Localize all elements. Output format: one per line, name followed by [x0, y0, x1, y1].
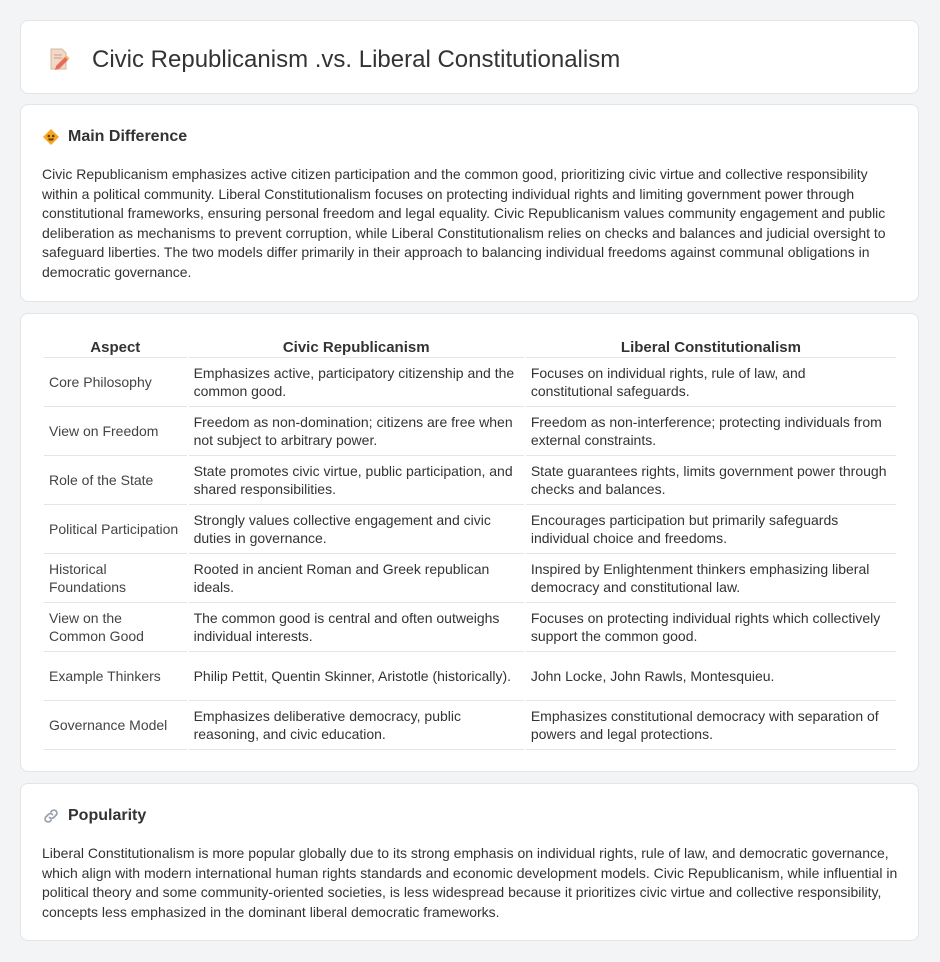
header-civic-republicanism: Civic Republicanism: [189, 336, 524, 358]
diamond-sign-icon: [42, 128, 60, 146]
main-difference-card: [20, 104, 919, 302]
main-difference-header: [42, 127, 187, 147]
popularity-header: [42, 806, 146, 826]
liberal-cell: Freedom as non-interference; protecting individuals from external constraints.: [526, 407, 896, 456]
table-header-row: [44, 336, 896, 358]
civic-cell: State promotes civic virtue, public participation, and shared responsibilities.: [189, 456, 524, 505]
table-row: [44, 358, 896, 407]
liberal-cell: Encourages participation but primarily safeguards individual choice and freedoms.: [526, 505, 896, 554]
aspect-cell: Governance Model: [44, 701, 187, 750]
civic-cell: Emphasizes active, participatory citizenship and the common good.: [189, 358, 524, 407]
document-pencil-icon: [48, 47, 70, 71]
table-row: [44, 554, 896, 603]
table-row: [44, 505, 896, 554]
popularity-text: Liberal Constitutionalism is more popular globally due to its strong emphasis on individual rights, rule of law, and democratic governance, which align with modern international human rights standards and economic development models. Civic Republicanism, while influential in political theory and some community-oriented societies, is less widespread because it prioritizes civic virtue and collective responsibility, concepts less emphasized in the dominant liberal democratic frameworks.: [42, 845, 898, 920]
liberal-cell: Inspired by Enlightenment thinkers emphasizing liberal democracy and constitutional law.: [526, 554, 896, 603]
aspect-cell: Role of the State: [44, 456, 187, 505]
liberal-cell: Focuses on protecting individual rights which collectively support the common good.: [526, 603, 896, 652]
aspect-cell: Historical Foundations: [44, 554, 187, 603]
header-liberal-constitutionalism: Liberal Constitutionalism: [526, 336, 896, 358]
civic-cell: Rooted in ancient Roman and Greek republican ideals.: [189, 554, 524, 603]
aspect-cell: Political Participation: [44, 505, 187, 554]
main-difference-text: Civic Republicanism emphasizes active citizen participation and the common good, prioritizing civic virtue and collective responsibility within a political community. Liberal Constitutionalism focuses on protecting individual rights and limiting government power through constitutional frameworks, ensuring personal freedom and legal equality. Civic Republicanism values community engagement and public deliberation as mechanisms to prevent corruption, while Liberal Constitutionalism relies on checks and balances and judicial oversight to safeguard liberties. The two models differ primarily in their approach to balancing individual freedoms against communal obligations in democratic governance.: [42, 166, 886, 280]
comparison-card: [20, 313, 919, 772]
main-difference-heading: Main Difference: [68, 128, 188, 145]
liberal-cell: State guarantees rights, limits government power through checks and balances.: [526, 456, 896, 505]
table-row: [44, 701, 896, 750]
header-aspect: Aspect: [44, 336, 187, 358]
popularity-heading: Popularity: [68, 807, 147, 824]
civic-cell: Emphasizes deliberative democracy, public reasoning, and civic education.: [189, 701, 524, 750]
popularity-card: [20, 783, 919, 941]
civic-cell: The common good is central and often outweighs individual interests.: [189, 603, 524, 652]
liberal-cell: John Locke, John Rawls, Montesquieu.: [526, 652, 896, 701]
comparison-table: [42, 336, 898, 750]
table-row: [44, 407, 896, 456]
aspect-cell: Core Philosophy: [44, 358, 187, 407]
civic-cell: Philip Pettit, Quentin Skinner, Aristotle (historically).: [189, 652, 524, 701]
liberal-cell: Focuses on individual rights, rule of law, and constitutional safeguards.: [526, 358, 896, 407]
table-row: [44, 456, 896, 505]
page-title: Civic Republicanism .vs. Liberal Constitutionalism: [92, 46, 621, 73]
title-card: [20, 20, 919, 94]
civic-cell: Strongly values collective engagement and civic duties in governance.: [189, 505, 524, 554]
civic-cell: Freedom as non-domination; citizens are free when not subject to arbitrary power.: [189, 407, 524, 456]
table-row: [44, 603, 896, 652]
liberal-cell: Emphasizes constitutional democracy with separation of powers and legal protections.: [526, 701, 896, 750]
table-row: [44, 652, 896, 701]
link-icon: [42, 807, 60, 825]
aspect-cell: View on Freedom: [44, 407, 187, 456]
aspect-cell: Example Thinkers: [44, 652, 187, 701]
aspect-cell: View on the Common Good: [44, 603, 187, 652]
